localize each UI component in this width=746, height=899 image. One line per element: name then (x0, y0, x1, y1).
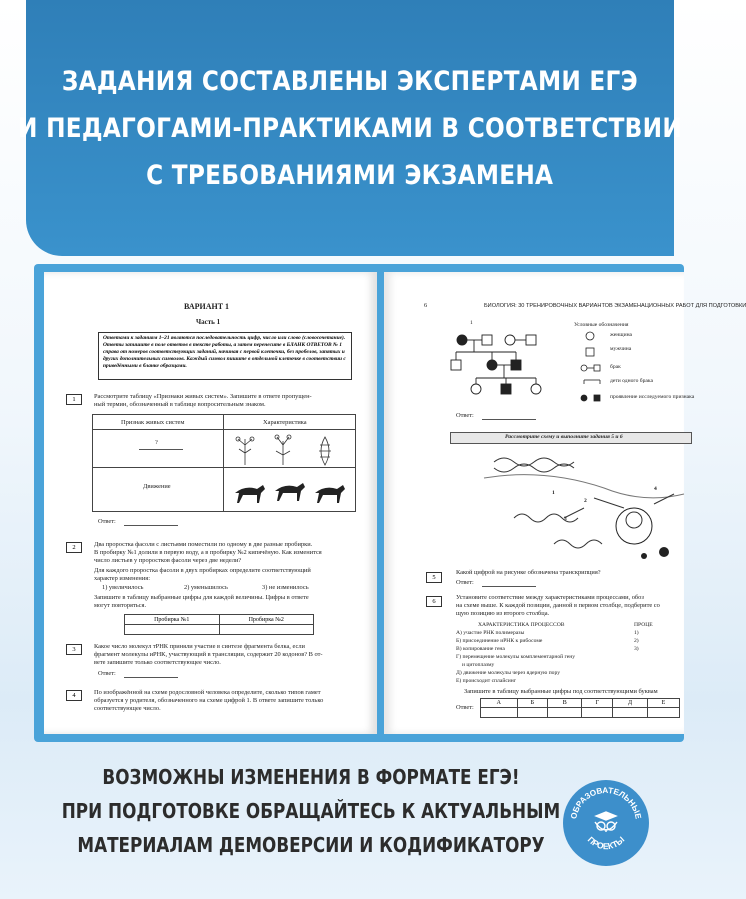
task5-answer-label: Ответ: (456, 579, 474, 586)
top-banner (18, 0, 683, 256)
task4-text-1: По изображённой на схеме родословной человека определите, сколько типов гамет (94, 689, 321, 696)
task3-answer-label: Ответ: (98, 670, 116, 677)
task3-text-2: фрагмент молекулы иРНК, участвующий в трансляции, содержит 20 кодонов? В от- (94, 651, 323, 658)
task6-cell[interactable] (647, 708, 679, 718)
task6-code-3: 3) (634, 646, 639, 652)
pedigree-answer-label: Ответ: (456, 412, 474, 419)
task-number-6: 6 (426, 596, 442, 607)
task2-col1: Пробирка №1 (125, 615, 220, 625)
task6-cell[interactable] (613, 708, 648, 718)
running-head: БИОЛОГИЯ: 30 ТРЕНИРОВОЧНЫХ ВАРИАНТОВ ЭКЗАМЕНАЦИОННЫХ РАБОТ ДЛЯ ПОДГОТОВКИ (484, 303, 746, 309)
task2-col2: Пробирка №2 (219, 615, 314, 625)
right-page (384, 272, 746, 734)
task3-text-1: Какое число молекул тРНК приняли участие в синтезе фрагмента белка, если (94, 643, 305, 650)
task6-item-c: В) копирование гена (456, 646, 505, 652)
task3-text-3: вете запишите только соответствующее число. (94, 659, 221, 666)
task6-letter-a: А (481, 699, 518, 708)
scheme-label-4: 4 (654, 486, 657, 492)
task6-item-f: Е) происходит сплайсинг (456, 678, 517, 684)
open-book (34, 264, 746, 742)
task2-text-2: В пробирку №1 долили в первую воду, а в пробирку №2 кипячёную. Как изменится (94, 549, 322, 556)
task6-item-b: Б) присоединение иРНК к рибосоме (456, 638, 543, 644)
pedigree-label-1: 1 (470, 320, 473, 326)
task6-col2-header: ПРОЦЕ (634, 622, 653, 628)
task2-option-1: 1) увеличилось (102, 584, 144, 591)
scheme-banner: Рассмотрите схему и выполните задания 5 и 6 (505, 434, 623, 440)
task2-text-6: Запишите в таблицу выбранные цифры для каждой величины. Цифры в ответе (94, 594, 309, 601)
task1-question-mark: ? (155, 439, 158, 446)
task-number-1: 1 (66, 394, 82, 405)
task2-cell-2[interactable] (219, 625, 314, 635)
task6-text-2: на схеме выше. К каждой позиции, данной в первом столбце, подберите со (456, 602, 660, 609)
page-number: 6 (424, 302, 428, 309)
legend-item-3: брак (610, 364, 621, 370)
task1-answer-label: Ответ: (98, 518, 116, 525)
scheme-label-2: 2 (584, 498, 587, 504)
legend-symbols-icon (580, 330, 604, 410)
task6-record-text: Запишите в таблицу выбранные цифры под соответствующими буквам (464, 688, 658, 695)
task6-item-a: А) участие РНК полимеразы (456, 630, 525, 636)
task1-table (92, 414, 356, 512)
left-page (44, 272, 377, 734)
task6-text-1: Установите соответствие между характеристиками процессами, обоз (456, 594, 644, 601)
part-title: Часть 1 (196, 318, 221, 326)
task6-letter-b: Б (517, 699, 548, 708)
transcription-scheme-icon (484, 448, 684, 564)
task2-text-3: число листьев у проростков фасоли через две недели? (94, 557, 242, 564)
scheme-label-1: 1 (552, 490, 555, 496)
task-number-4: 4 (66, 690, 82, 701)
task-number-3: 3 (66, 644, 82, 655)
task2-answer-table (124, 614, 314, 635)
task-number-2: 2 (66, 542, 82, 553)
task2-cell-1[interactable] (125, 625, 220, 635)
task6-item-e: Д) движение молекулы через ядерную пору (456, 670, 561, 676)
task6-cell[interactable] (548, 708, 582, 718)
banner-line-1: ЗАДАНИЯ СОСТАВЛЕНЫ ЭКСПЕРТАМИ ЕГЭ (61, 65, 639, 97)
task2-option-2: 2) уменьшилось (184, 584, 228, 591)
task6-cell[interactable] (582, 708, 613, 718)
task5-text: Какой цифрой на рисунке обозначена транскрипция? (456, 569, 601, 576)
task6-col1-header: ХАРАКТЕРИСТИКА ПРОЦЕССОВ (478, 622, 565, 628)
plants-illustration-icon (233, 431, 351, 467)
task2-text-5: характер изменения: (94, 575, 150, 582)
task2-text-7: могут повторяться. (94, 602, 147, 609)
task1-text-1: Рассмотрите таблицу «Признаки живых систем». Запишите в ответе пропущен- (94, 393, 312, 400)
instructions-box: Ответами к заданиям 1–21 являются последовательность цифр, число или слово (словосочетание). Ответы запишите в поле ответов в тексте работы, а затем перенесите в БЛАНК ОТВЕТОВ № 1 справа от номеров соответствующих заданий, начиная с первой клеточки, без пробелов, запятых и других дополнительных символов. Каждый символ пишите в отдельной клеточке в соответствии с приведёнными в бланке образцами. (98, 332, 352, 380)
publisher-logo (563, 780, 649, 866)
task6-letter-d: Г (582, 699, 613, 708)
scheme-label-3: 3 (564, 516, 567, 522)
legend-item-4: дети одного брака (610, 378, 654, 384)
bottom-line-2: ПРИ ПОДГОТОВКЕ ОБРАЩАЙТЕСЬ К АКТУАЛЬНЫМ (61, 799, 561, 823)
task-number-5: 5 (426, 572, 442, 583)
svg-text:ПРОЕКТЫ (586, 834, 627, 851)
bottom-line-1: ВОЗМОЖНЫ ИЗМЕНЕНИЯ В ФОРМАТЕ ЕГЭ! (102, 765, 520, 789)
logo-bottom-text: ПРОЕКТЫ (585, 834, 627, 852)
task6-item-d-cont: и цитоплазму (462, 662, 495, 668)
legend-title: Условные обозначения (574, 322, 629, 328)
scheme-banner-box (450, 432, 692, 444)
animals-illustration-icon (231, 475, 351, 507)
task2-text-1: Два проростка фасоли с листьями поместили по одному в две разные пробирки. (94, 541, 313, 548)
task6-item-d: Г) перемещение молекулы комплементарной гену (456, 654, 576, 660)
task6-letter-f: Е (647, 699, 679, 708)
task1-col1-header: Признак живых систем (121, 419, 185, 426)
task1-row2-label: Движение (143, 483, 171, 490)
task6-cell[interactable] (517, 708, 548, 718)
task6-cell[interactable] (481, 708, 518, 718)
banner-line-3: С ТРЕБОВАНИЯМИ ЭКЗАМЕНА (146, 159, 554, 191)
task6-code-2: 2) (634, 638, 639, 644)
legend-item-2: мужчина (610, 346, 632, 352)
pedigree-chart-icon (446, 320, 562, 410)
task1-col2-header: Характеристика (263, 419, 307, 426)
task6-answer-table (480, 698, 680, 718)
task4-text-2: образуется у родителя, обозначенного на схеме цифрой 1. В ответе запишите только (94, 697, 324, 704)
variant-title: ВАРИАНТ 1 (184, 302, 230, 311)
bottom-line-3: МАТЕРИАЛАМ ДЕМОВЕРСИИ И КОДИФИКАТОРУ (77, 833, 545, 857)
legend-item-5: проявление исследуемого признака (610, 394, 695, 400)
task6-text-3: щую позицию из второго столбца. (456, 610, 550, 617)
task6-answer-label: Ответ: (456, 704, 474, 711)
task1-text-2: ный термин, обозначенный в таблице вопросительным знаком. (94, 401, 266, 408)
owl-logo-icon (563, 780, 649, 866)
task4-text-3: соответствующее число. (94, 705, 161, 712)
logo-top-text: ОБРАЗОВАТЕЛЬНЫЕ (569, 785, 643, 820)
task6-letter-c: В (548, 699, 582, 708)
task6-letter-e: Д (613, 699, 648, 708)
task2-text-4: Для каждого проростка фасоли в двух пробирках определите соответствующий (94, 567, 311, 574)
legend-item-1: женщина (610, 332, 633, 338)
task2-option-3: 3) не изменилось (262, 584, 309, 591)
task6-code-1: 1) (634, 630, 639, 636)
banner-line-2: И ПЕДАГОГАМИ-ПРАКТИКАМИ В СООТВЕТСТВИИ (18, 112, 683, 144)
